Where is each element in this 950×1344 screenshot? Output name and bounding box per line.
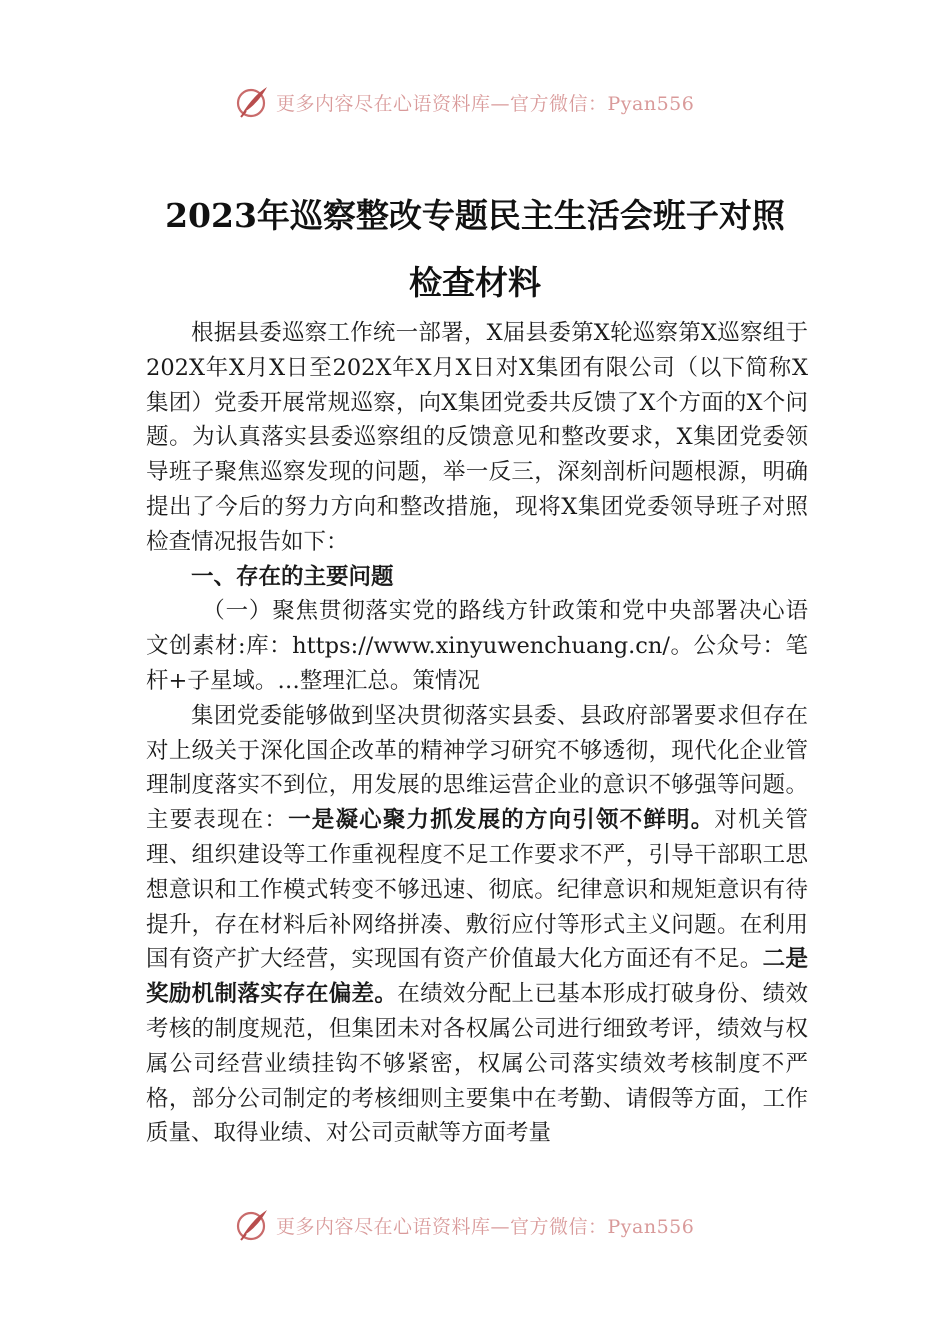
document-title-line-2: 检查材料: [409, 263, 541, 302]
watermark-banner-bottom: [234, 1204, 694, 1244]
feather-pen-logo-icon: [234, 84, 270, 120]
section-heading: 一、存在的主要问题: [191, 563, 394, 590]
bold-point-two: 二是奖励机制落实存在偏差。: [146, 946, 808, 1008]
watermark-text: 更多内容尽在心语资料库—官方微信：Pyan556: [276, 92, 695, 115]
bold-point-one: 一是凝心聚力抓发展的方向引领不鲜明。: [288, 807, 715, 834]
paragraph-text: 对机关管理、组织建设等工作重视程度不足工作要求不严，引导干部职工思想意识和工作模式转变不够迅速、彻底。纪律意识和规矩意识有待提升，存在材料后补网络拼凑、敷衍应付等形式主义问题。在利用国有资产扩大经营，实现国有资产价值最大化方面还有不足。: [146, 807, 808, 973]
watermark-banner-top: [234, 82, 694, 122]
intro-paragraph: 根据县委巡察工作统一部署，X届县委第X轮巡察第X巡察组于202X年X月X日至202X年X月X日对X集团有限公司（以下简称X集团）党委开展常规巡察，向X集团党委共反馈了X个方面的X个问题。为认真落实县委巡察组的反馈意见和整改要求，X集团党委领导班子聚焦巡察发现的问题，举一反三，深刻剖析问题根源，明确提出了今后的努力方向和整改措施，现将X集团党委领导班子对照检查情况报告如下：: [146, 320, 808, 555]
body-paragraph: [146, 699, 808, 1151]
feather-pen-logo-icon: [234, 1207, 270, 1243]
document-title-line-1: 2023年巡察整改专题民主生活会班子对照: [165, 196, 785, 235]
document-body: [146, 316, 808, 1151]
watermark-text: 更多内容尽在心语资料库—官方微信：Pyan556: [276, 1215, 695, 1238]
paragraph-text: 在绩效分配上已基本形成打破身份、绩效考核的制度规范，但集团未对各权属公司进行细致考评，绩效与权属公司经营业绩挂钩不够紧密，权属公司落实绩效考核制度不严格，部分公司制定的考核细则主要集中在考勤、请假等方面，工作质量、取得业绩、对公司贡献等方面考量: [146, 981, 808, 1147]
subsection-paragraph: （一）聚焦贯彻落实党的路线方针政策和党中央部署决心语文创素材:库：https://www.xinyuwenchuang.cn/。公众号：笔杆+子星域。…整理汇总。策情况: [146, 598, 808, 694]
paragraph-text: 集团党委能够做到坚决贯彻落实县委、县政府部署要求但存在对上级关于深化国企改革的精神学习研究不够透彻，现代化企业管理制度落实不到位，用发展的思维运营企业的意识不够强等问题。主要表现在：: [146, 702, 808, 834]
